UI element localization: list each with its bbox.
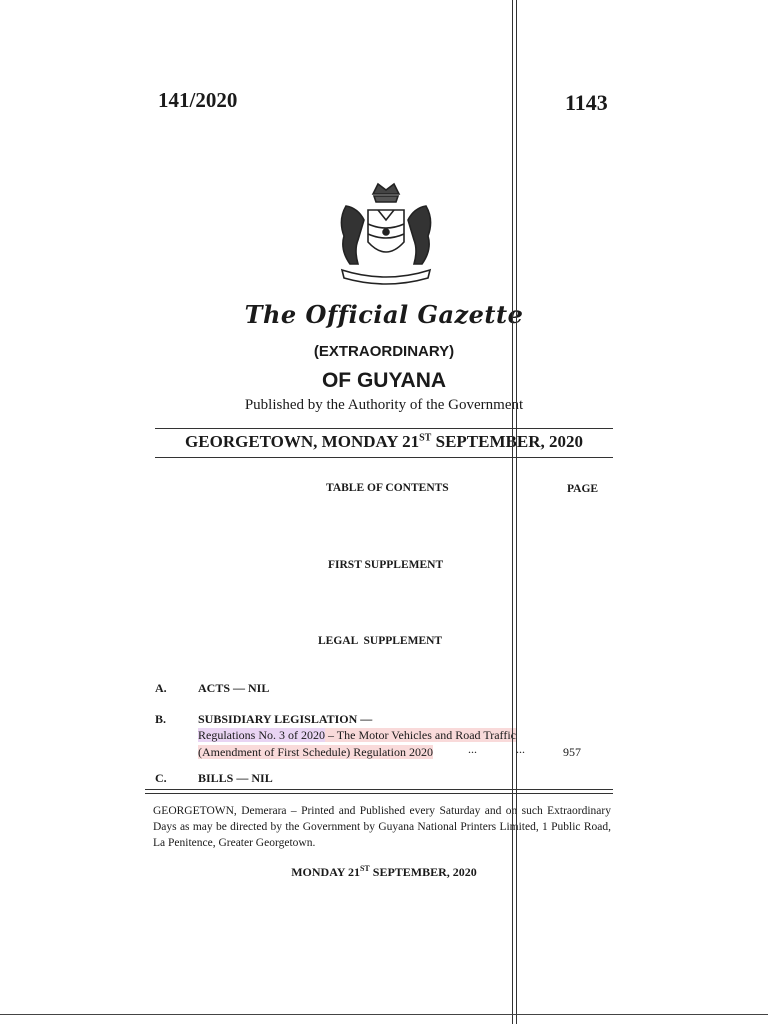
regulation-entry-line2 (198, 745, 433, 760)
toc-item-letter: A. (155, 681, 167, 695)
toc-heading: TABLE OF CONTENTS (326, 482, 449, 494)
toc-item-letter: B. (155, 712, 167, 726)
coat-of-arms-icon (328, 180, 444, 290)
first-supplement-heading: FIRST SUPPLEMENT (328, 559, 444, 571)
scan-bottom-line (0, 1014, 768, 1015)
authority-line: Published by the Authority of the Government (244, 397, 524, 413)
dateline-suffix: SEPTEMBER, 2020 (431, 432, 583, 451)
dateline (0, 432, 768, 452)
header-rule-top (155, 428, 613, 429)
legal-supplement-heading: LEGAL SUPPLEMENT (318, 635, 443, 647)
footer-date-ordinal: ST (359, 864, 370, 873)
footer-double-rule (145, 789, 613, 794)
gazette-title: The Official Gazette (244, 300, 524, 329)
regulation-page-number: 957 (563, 745, 581, 759)
toc-page-heading: PAGE (567, 483, 599, 495)
leader-dots: ... (516, 742, 525, 756)
footer-date-suffix: SEPTEMBER, 2020 (369, 865, 477, 879)
regulation-entry-line1 (198, 728, 516, 743)
leader-dots: ... (468, 742, 477, 756)
printer-notice: GEORGETOWN, Demerara – Printed and Published every Saturday and on such Extraordinary Days as may be directed by the Government by Guyana National Printers Limited, 1 Public Road, La Penitence, Greater Georgetown. (153, 805, 611, 849)
gazette-serial-number: 141/2020 (158, 88, 238, 112)
dateline-ordinal: ST (419, 432, 432, 444)
edition-label: (EXTRAORDINARY) (313, 343, 455, 360)
footer-date (0, 864, 768, 880)
country-heading: OF GUYANA (321, 369, 447, 392)
toc-item-acts: ACTS — NIL (198, 681, 270, 695)
scan-vertical-line (516, 0, 517, 1024)
toc-item-subsidiary-legislation: SUBSIDIARY LEGISLATION — (198, 712, 373, 726)
footer-date-prefix: MONDAY 21 (291, 865, 360, 879)
toc-item-letter: C. (155, 771, 167, 785)
regulation-number-highlight: Regulations No. 3 of 2020 (198, 728, 325, 742)
page-number: 1143 (565, 90, 608, 115)
header-rule-bottom (155, 457, 613, 458)
dateline-prefix: GEORGETOWN, MONDAY 21 (185, 432, 420, 451)
regulation-title-highlight: – The Motor Vehicles and Road Traffic (325, 728, 516, 742)
scan-vertical-line (512, 0, 513, 1024)
toc-item-bills: BILLS — NIL (198, 771, 273, 785)
regulation-subtitle-highlight: (Amendment of First Schedule) Regulation 2020 (198, 745, 433, 759)
